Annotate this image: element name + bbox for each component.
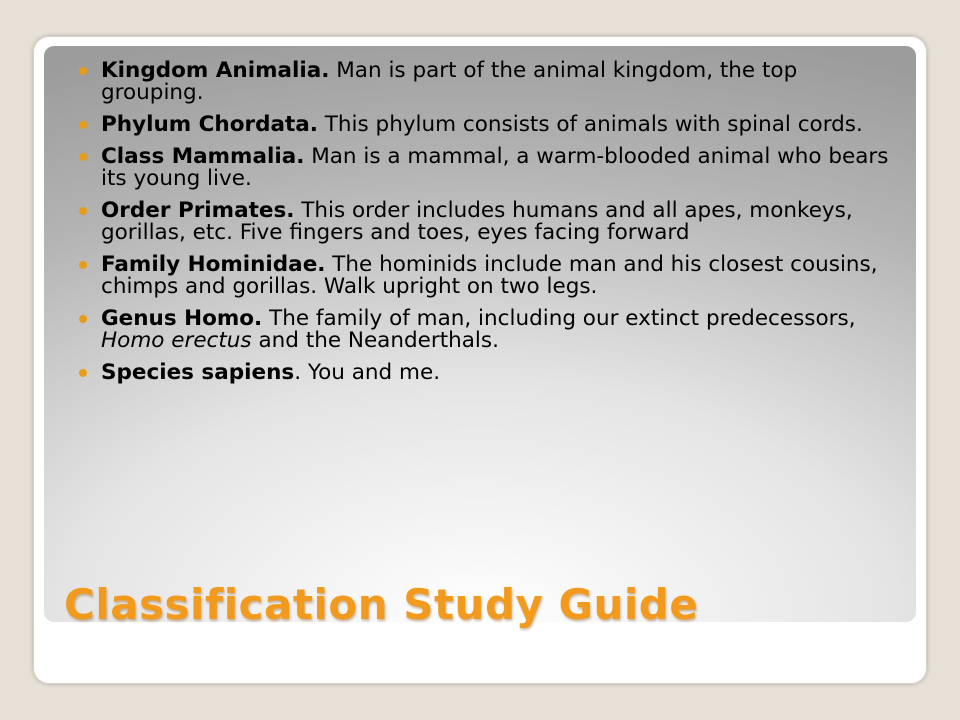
bullet-italic-text: Homo erectus [101, 328, 252, 353]
bullet-dot-icon [79, 121, 87, 129]
bullet-dot-icon [79, 207, 87, 215]
bullet-term: Class Mammalia. [101, 144, 305, 169]
bullet-family [75, 254, 895, 298]
bullet-dot-icon [79, 315, 87, 323]
bullet-text: The family of man, including our extinct predecessors, [262, 306, 856, 331]
bullet-dot-icon [79, 261, 87, 269]
bullet-text: . You and me. [294, 360, 441, 385]
bullet-kingdom [75, 60, 895, 104]
bullet-class [75, 146, 895, 190]
slide-title: Classification Study Guide [64, 580, 699, 629]
bullet-term: Genus Homo. [101, 306, 263, 331]
bullet-genus [75, 308, 895, 352]
bullet-term: Phylum Chordata. [101, 112, 318, 137]
bullet-dot-icon [79, 67, 87, 75]
bullet-phylum [75, 114, 895, 136]
bullet-order [75, 200, 895, 244]
bullet-term: Species sapiens [101, 360, 295, 385]
bullet-text: This order includes humans and all apes, monkeys, gorillas, etc. Five fingers and toes, eyes facing forward [101, 198, 853, 245]
bullet-term: Family Hominidae. [101, 252, 326, 277]
bullet-term: Kingdom Animalia. [101, 58, 330, 83]
bullet-tail-text: and the Neanderthals. [251, 328, 499, 353]
bullet-text: The hominids include man and his closest cousins, chimps and gorillas. Walk upright on two legs. [101, 252, 878, 299]
bullet-text: This phylum consists of animals with spinal cords. [317, 112, 863, 137]
bullet-term: Order Primates. [101, 198, 295, 223]
bullet-list [75, 60, 895, 394]
bullet-text: Man is part of the animal kingdom, the top grouping. [101, 58, 798, 105]
bullet-dot-icon [79, 153, 87, 161]
bullet-species [75, 362, 895, 384]
bullet-text: Man is a mammal, a warm-blooded animal who bears its young live. [101, 144, 889, 191]
bullet-dot-icon [79, 369, 87, 377]
